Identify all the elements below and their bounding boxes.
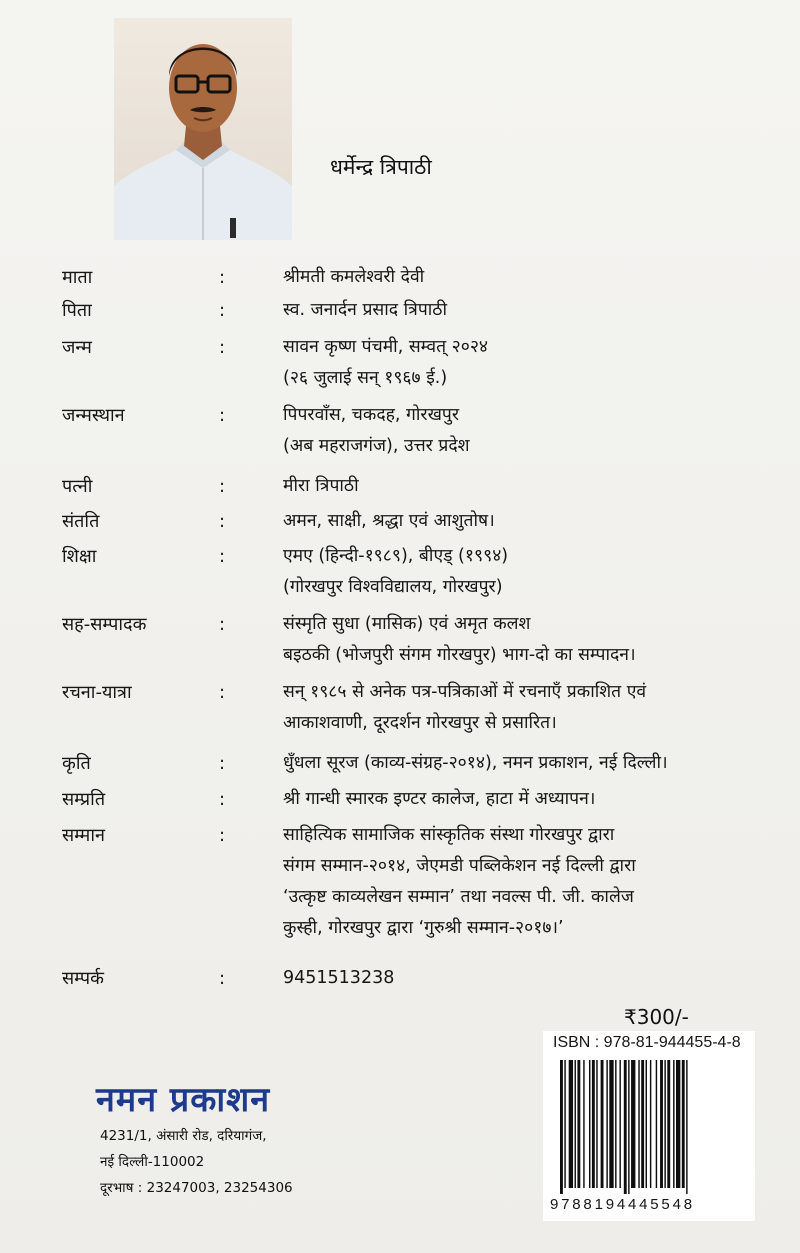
bio-colon: : [219, 267, 226, 288]
bio-value-line: साहित्यिक सामाजिक सांस्कृतिक संस्था गोरखपुर द्वारा [283, 825, 615, 845]
bio-colon: : [219, 968, 226, 989]
author-name: धर्मेन्द्र त्रिपाठी [330, 155, 432, 179]
bio-value [283, 471, 773, 502]
bio-value [283, 820, 773, 944]
publisher-city: नई दिल्ली-110002 [100, 1154, 205, 1170]
bio-label: सम्प्रति [62, 789, 106, 810]
ean-number: 9788194445548 [550, 1196, 695, 1213]
bio-value [283, 262, 773, 293]
bio-value-line: श्रीमती कमलेश्वरी देवी [283, 267, 425, 287]
bio-label: पिता [62, 300, 92, 321]
publisher-name: नमन प्रकाशन [96, 1080, 271, 1120]
bio-value-line: अमन, साक्षी, श्रद्धा एवं आशुतोष। [283, 511, 495, 531]
bio-value-line: कुस्ही, गोरखपुर द्वारा ‘गुरुश्री सम्मान-२०१७।’ [283, 918, 564, 938]
bio-colon: : [219, 789, 226, 810]
bio-value-line: संस्मृति सुधा (मासिक) एवं अमृत कलश [283, 614, 531, 634]
bio-value-line: सन् १९८५ से अनेक पत्र-पत्रिकाओं में रचनाएँ प्रकाशित एवं [283, 682, 647, 702]
bio-value [283, 748, 773, 779]
bio-value-line: श्री गान्धी स्मारक इण्टर कालेज, हाटा में अध्यापन। [283, 789, 596, 809]
bio-colon: : [219, 300, 226, 321]
price: ₹300/- [624, 1005, 689, 1029]
bio-value [283, 541, 773, 603]
publisher-phone: दूरभाष : 23247003, 23254306 [100, 1180, 293, 1196]
bio-colon: : [219, 682, 226, 703]
bio-value-line: 9451513238 [283, 968, 395, 988]
bio-value-line: (गोरखपुर विश्वविद्यालय, गोरखपुर) [283, 577, 503, 597]
isbn-text: ISBN : 978-81-944455-4-8 [553, 1034, 741, 1051]
bio-label: जन्म [62, 337, 92, 358]
bio-label: संतति [62, 511, 100, 532]
author-photo [114, 18, 292, 240]
bio-colon: : [219, 614, 226, 635]
bio-value-line: पिपरवाँस, चकदह, गोरखपुर [283, 405, 460, 425]
bio-value-line: ‘उत्कृष्ट काव्यलेखन सम्मान’ तथा नवल्स पी. जी. कालेज [283, 887, 634, 907]
bio-colon: : [219, 405, 226, 426]
bio-label: सम्पर्क [62, 968, 104, 989]
publisher-address: 4231/1, अंसारी रोड, दरियागंज, [100, 1128, 267, 1144]
bio-value-line: सावन कृष्ण पंचमी, सम्वत् २०२४ [283, 337, 489, 357]
bio-value-line: (२६ जुलाई सन् १९६७ ई.) [283, 368, 448, 388]
bio-value-line: (अब महराजगंज), उत्तर प्रदेश [283, 436, 470, 456]
bio-value [283, 400, 773, 462]
bio-colon: : [219, 337, 226, 358]
bio-value [283, 609, 773, 671]
bio-value [283, 963, 773, 994]
bio-value-line: आकाशवाणी, दूरदर्शन गोरखपुर से प्रसारित। [283, 713, 557, 733]
bio-label: सम्मान [62, 825, 105, 846]
bio-label: जन्मस्थान [62, 405, 125, 426]
bio-value [283, 295, 773, 326]
bio-label: रचना-यात्रा [62, 682, 132, 703]
bio-label: कृति [62, 753, 91, 774]
bio-colon: : [219, 476, 226, 497]
bio-label: माता [62, 267, 93, 288]
bio-value [283, 677, 773, 739]
bio-colon: : [219, 825, 226, 846]
bio-label: सह-सम्पादक [62, 614, 147, 635]
bio-label: शिक्षा [62, 546, 97, 567]
bio-value [283, 506, 773, 537]
barcode [560, 1060, 740, 1194]
bio-value [283, 332, 773, 394]
bio-value-line: बइठकी (भोजपुरी संगम गोरखपुर) भाग-दो का सम्पादन। [283, 645, 636, 665]
bio-value-line: संगम सम्मान-२०१४, जेएमडी पब्लिकेशन नई दिल्ली द्वारा [283, 856, 636, 876]
bio-value-line: मीरा त्रिपाठी [283, 476, 359, 496]
bio-value-line: स्व. जनार्दन प्रसाद त्रिपाठी [283, 300, 448, 320]
bio-colon: : [219, 546, 226, 567]
bio-label: पत्नी [62, 476, 93, 497]
bio-colon: : [219, 753, 226, 774]
bio-value-line: एमए (हिन्दी-१९८९), बीएड् (१९९४) [283, 546, 509, 566]
bio-colon: : [219, 511, 226, 532]
bio-value-line: धुँधला सूरज (काव्य-संग्रह-२०१४), नमन प्रकाशन, नई दिल्ली। [283, 753, 668, 773]
bio-value [283, 784, 773, 815]
